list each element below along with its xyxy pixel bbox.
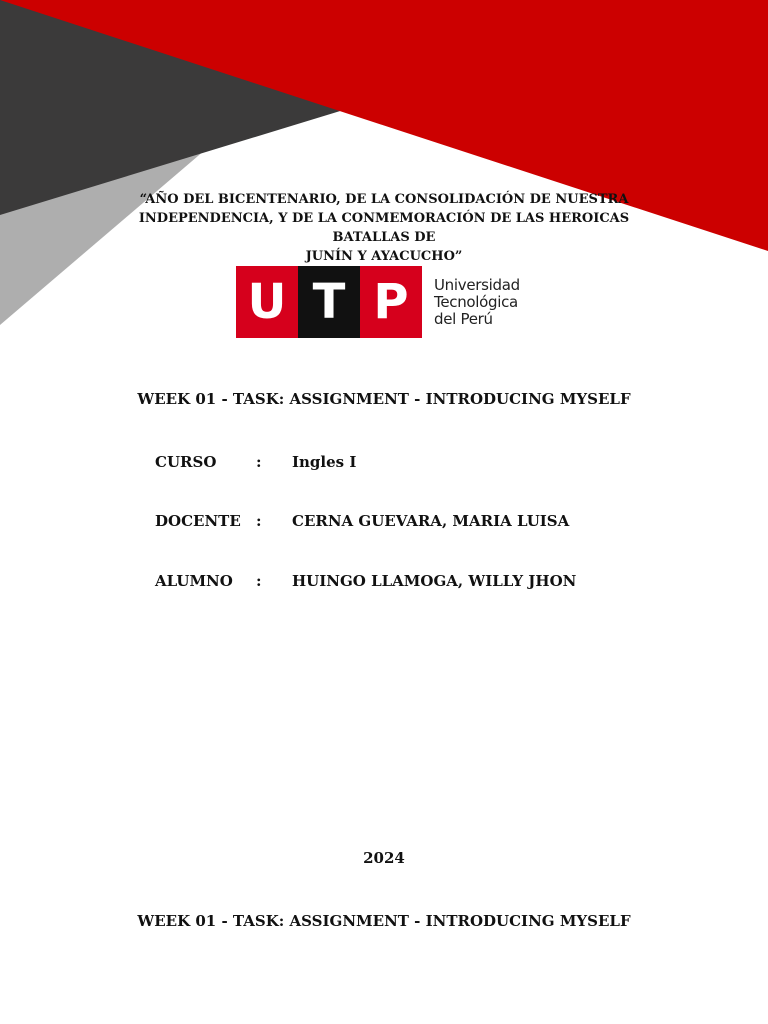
university-name (434, 277, 520, 328)
curso-colon: : (256, 453, 262, 471)
docente-label: DOCENTE (155, 512, 241, 530)
motto-line-3: JUNÍN Y AYACUCHO” (305, 249, 463, 264)
docente-colon: : (256, 512, 262, 530)
assignment-title: WEEK 01 - TASK: ASSIGNMENT - INTRODUCING MYSELF (137, 390, 631, 408)
utp-logo (236, 266, 520, 338)
motto-line-1: “AÑO DEL BICENTENARIO, DE LA CONSOLIDACIÓN DE NUESTRA (139, 192, 629, 207)
commemorative-motto (100, 190, 668, 266)
alumno-value: HUINGO LLAMOGA, WILLY JHON (292, 572, 577, 590)
alumno-label: ALUMNO (155, 572, 233, 590)
motto-line-2: INDEPENDENCIA, Y DE LA CONMEMORACIÓN DE LAS HEROICAS BATALLAS DE (138, 211, 630, 245)
year: 2024 (363, 849, 405, 867)
university-name-line-3: del Perú (434, 309, 493, 328)
docente-value: CERNA GUEVARA, MARIA LUISA (292, 512, 570, 530)
university-name-line-2: Tecnológica (434, 292, 518, 311)
university-name-line-1: Universidad (434, 275, 520, 294)
alumno-colon: : (256, 572, 262, 590)
curso-label: CURSO (155, 453, 217, 471)
logo-letter-u: U (236, 266, 298, 338)
logo-letter-p: P (360, 266, 422, 338)
logo-letter-t: T (298, 266, 360, 338)
curso-value: Ingles I (292, 453, 357, 471)
footer-title: WEEK 01 - TASK: ASSIGNMENT - INTRODUCING MYSELF (137, 912, 631, 930)
